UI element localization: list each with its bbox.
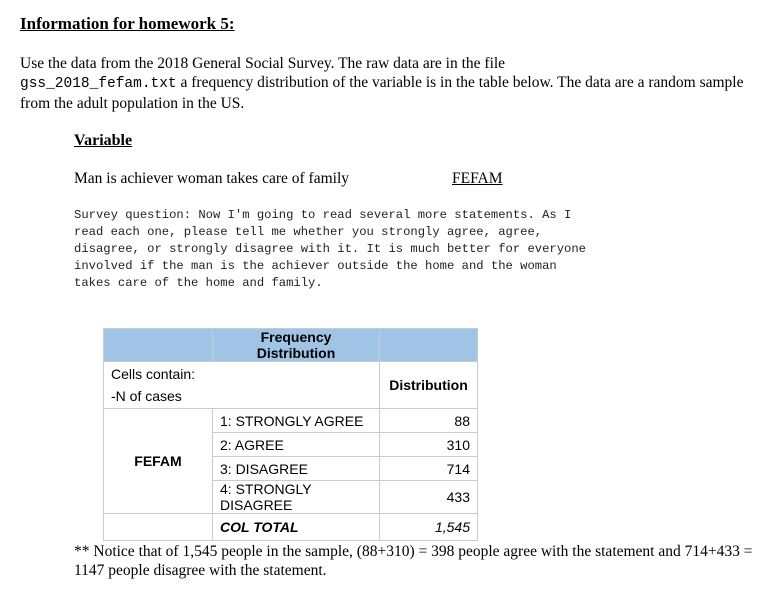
n-of-cases-label: -N of cases [111,388,182,404]
frequency-table [103,328,478,541]
row-group-label: FEFAM [104,409,213,514]
intro-paragraph [20,54,760,113]
row-label: 2: AGREE [213,433,380,457]
cells-contain-label: Cells contain: [111,366,196,382]
variable-code: FEFAM [452,170,503,187]
survey-question: Survey question: Now I'm going to read several more statements. As I read each one, please tell me whether you strongly agree, agree, disagree, or strongly disagree with it. It is much better for everyone involved if the man is the achiever outside the home and the woman takes care of the home and family. [74,208,586,290]
data-filename: gss_2018_fefam.txt [20,76,177,92]
total-spacer [104,514,213,541]
table-header-row [104,362,478,409]
table-total-row [104,514,478,541]
row-value: 433 [380,481,478,514]
row-label: 4: STRONGLY DISAGREE [213,481,380,514]
title-spacer-right [380,329,478,362]
column-header: Distribution [380,362,478,409]
row-label: 3: DISAGREE [213,457,380,481]
total-value: 1,545 [380,514,478,541]
table-title-row [104,329,478,362]
row-label: 1: STRONGLY AGREE [213,409,380,433]
page-heading: Information for homework 5: [20,14,235,33]
cells-contain-cell [104,362,380,409]
row-value: 714 [380,457,478,481]
variable-description: Man is achiever woman takes care of family [74,170,350,187]
total-label: COL TOTAL [213,514,380,541]
table-row [104,409,478,433]
footnote: ** Notice that of 1,545 people in the sample, (88+310) = 398 people agree with the statement and 714+433 = 1147 people disagree with the statement. [74,543,753,579]
intro-text-2: a frequency distribution of the variable is in the table below. The data are a random sample from the adult population in the US. [20,74,744,112]
variable-heading: Variable [74,132,133,149]
table-title: Frequency Distribution [213,329,380,362]
intro-text-1: Use the data from the 2018 General Social Survey. The raw data are in the file [20,55,506,72]
row-value: 310 [380,433,478,457]
row-value: 88 [380,409,478,433]
title-spacer [104,329,213,362]
